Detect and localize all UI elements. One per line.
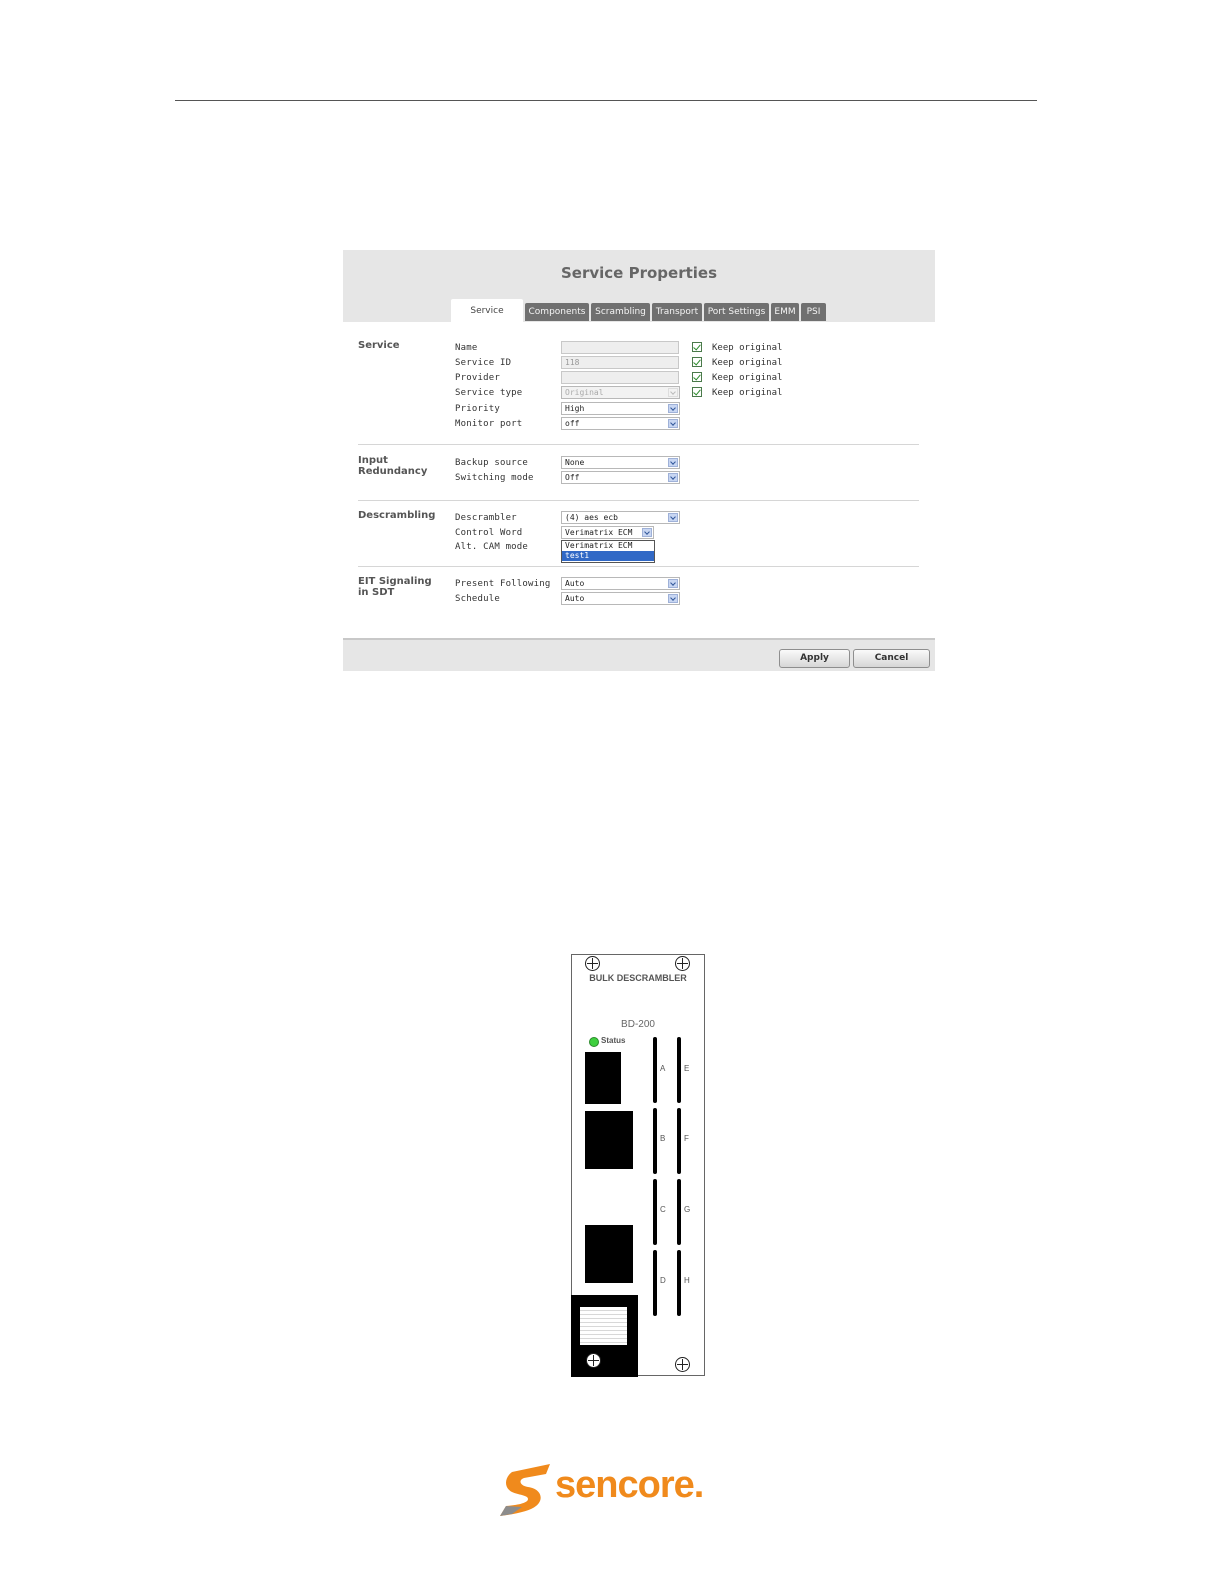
slot [677,1250,681,1316]
priority-value: High [565,404,585,413]
switching-mode-value: Off [565,473,580,482]
switching-mode-label: Switching mode [455,473,534,483]
service-type-keep-original-checkbox[interactable] [692,387,702,397]
slot-label-g: G [684,1205,691,1214]
port [585,1052,621,1104]
monitor-port-value: off [565,419,580,428]
sencore-logo [498,1462,718,1518]
tab-scrambling[interactable]: Scrambling [591,303,650,321]
service-type-value: Original [565,388,604,397]
slot [653,1037,657,1103]
card-model: BD-200 [621,1019,655,1030]
section-eit-label: EIT Signaling in SDT [358,576,432,598]
present-following-select[interactable] [561,577,680,590]
monitor-port-select[interactable] [561,417,680,430]
slot-label-d: D [660,1276,666,1285]
control-word-dropdown-list [561,540,655,563]
sencore-wordmark: sencore. [555,1464,704,1506]
tab-service[interactable]: Service [451,299,523,322]
header-rule [175,100,1037,101]
service-id-field[interactable]: 118 [561,356,679,369]
tab-psi[interactable]: PSI [801,303,826,321]
chevron-down-icon [668,458,678,467]
schedule-label: Schedule [455,594,500,604]
schedule-value: Auto [565,594,585,603]
chevron-down-icon [668,404,678,413]
slot [677,1037,681,1103]
switching-mode-select[interactable] [561,471,680,484]
section-divider [358,566,919,567]
chevron-down-icon [668,473,678,482]
alt-cam-mode-label: Alt. CAM mode [455,542,529,552]
section-service-label: Service [358,340,400,351]
provider-keep-original-checkbox[interactable] [692,372,702,382]
tab-components[interactable]: Components [525,303,589,321]
slot-label-h: H [684,1276,690,1285]
section-input-redundancy-label: Input Redundancy [358,455,428,477]
service-id-keep-original-label: Keep original [712,358,783,368]
slot [653,1250,657,1316]
dialog-footer [343,638,935,671]
slot [677,1108,681,1174]
status-label: Status [601,1036,626,1045]
descrambler-select[interactable] [561,511,680,524]
present-following-value: Auto [565,579,585,588]
status-led-icon [589,1037,599,1047]
backup-source-value: None [565,458,585,467]
tab-port-settings[interactable]: Port Settings [704,303,769,321]
slot-label-a: A [660,1064,666,1073]
chevron-down-icon [668,579,678,588]
chevron-down-icon [668,388,678,397]
slot-label-e: E [684,1064,690,1073]
backup-source-label: Backup source [455,458,529,468]
name-field[interactable] [561,341,679,354]
provider-keep-original-label: Keep original [712,373,783,383]
screw-icon [675,1357,690,1372]
service-id-label: Service ID [455,358,512,368]
chevron-down-icon [668,513,678,522]
section-divider [358,444,919,445]
screw-icon [585,956,600,971]
priority-label: Priority [455,404,500,414]
slot-label-c: C [660,1205,666,1214]
service-type-label: Service type [455,388,523,398]
cancel-button[interactable]: Cancel [853,649,930,668]
backup-source-select[interactable] [561,456,680,469]
name-keep-original-checkbox[interactable] [692,342,702,352]
tab-transport[interactable]: Transport [652,303,702,321]
present-following-label: Present Following [455,579,551,589]
tab-emm[interactable]: EMM [771,303,799,321]
screw-icon [675,956,690,971]
port [585,1111,633,1169]
provider-field[interactable] [561,371,679,384]
card-handle [571,1295,638,1377]
service-id-keep-original-checkbox[interactable] [692,357,702,367]
service-properties-dialog [343,250,935,671]
descrambler-label: Descrambler [455,513,517,523]
bd200-card-illustration [571,954,705,1376]
name-label: Name [455,343,478,353]
service-type-select[interactable] [561,386,680,399]
dialog-header [343,250,935,322]
control-word-select[interactable] [561,526,654,539]
priority-select[interactable] [561,402,680,415]
monitor-port-label: Monitor port [455,419,523,429]
sencore-s-mark-icon [498,1462,558,1518]
section-divider [358,500,919,501]
port [585,1225,633,1283]
chevron-down-icon [668,419,678,428]
slot [677,1179,681,1245]
chevron-down-icon [642,528,652,537]
provider-label: Provider [455,373,500,383]
name-keep-original-label: Keep original [712,343,783,353]
vent-grille [580,1307,627,1345]
control-word-value: Verimatrix ECM [565,528,633,537]
slot-label-b: B [660,1134,666,1143]
card-title: BULK DESCRAMBLER [589,973,687,983]
section-descrambling-label: Descrambling [358,510,436,521]
chevron-down-icon [668,594,678,603]
dialog-title: Service Properties [561,264,717,282]
dropdown-option-selected[interactable]: test1 [562,551,654,561]
control-word-label: Control Word [455,528,523,538]
dropdown-option[interactable]: Verimatrix ECM [565,541,633,550]
slot-label-f: F [684,1134,689,1143]
slot [653,1108,657,1174]
descrambler-value: (4) aes ecb [565,513,618,522]
apply-button[interactable]: Apply [779,649,850,668]
service-type-keep-original-label: Keep original [712,388,783,398]
schedule-select[interactable] [561,592,680,605]
screw-icon [586,1353,601,1368]
slot [653,1179,657,1245]
